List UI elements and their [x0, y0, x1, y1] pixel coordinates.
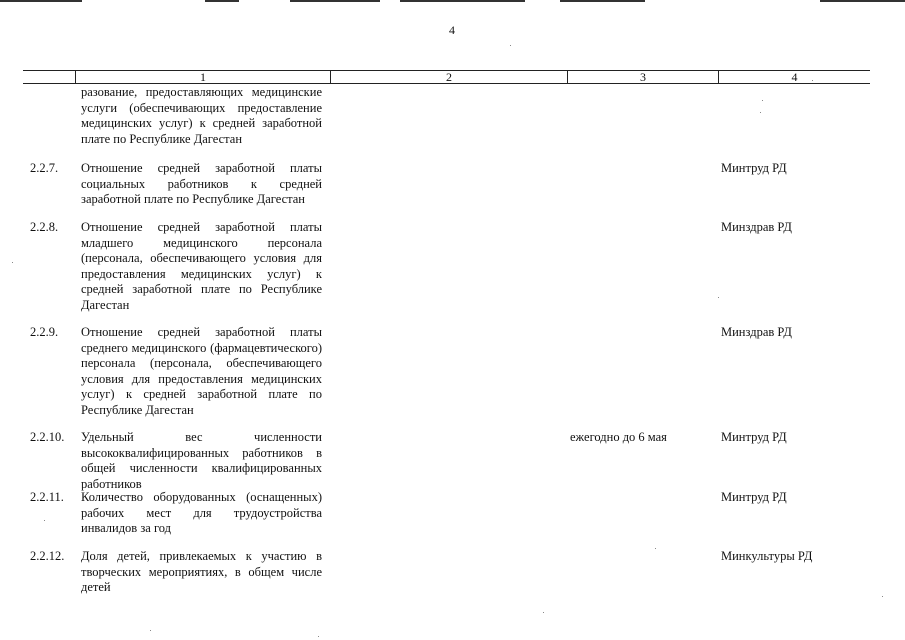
scan-speck — [510, 45, 511, 46]
scan-speck — [762, 100, 763, 101]
row-number: 2.2.8. — [30, 220, 59, 234]
scan-speck — [812, 80, 813, 81]
scan-edge-line — [290, 0, 380, 2]
row-responsible: Минздрав РД — [721, 220, 792, 234]
row-text: Отношение средней заработной платы среднего медицинского (фармацевтического) персонала (персонала, обеспечивающего условия для предоставления медицинских услуг) к средней заработной плате по Республике Дагестан — [81, 325, 322, 417]
row-text: Доля детей, привлекаемых к участию в творческих мероприятиях, в общем числе детей — [81, 549, 322, 594]
row-number: 2.2.7. — [30, 161, 59, 175]
row-number: 2.2.12. — [30, 549, 65, 563]
scan-edge-line — [205, 0, 239, 2]
scan-speck — [882, 596, 883, 597]
scan-edge-line — [400, 0, 525, 2]
scan-edge-line — [820, 0, 905, 2]
scan-edge-line — [560, 0, 645, 2]
header-cell-3: 3 — [568, 71, 719, 84]
page-number: 4 — [449, 23, 455, 37]
row-responsible: Минтруд РД — [721, 490, 787, 504]
row-responsible: Минтруд РД — [721, 430, 787, 444]
row-text: Количество оборудованных (оснащенных) рабочих мест для трудоустройства инвалидов за год — [81, 490, 322, 535]
header-cell-empty — [23, 71, 76, 84]
row-number: 2.2.9. — [30, 325, 59, 339]
row-text: Удельный вес численности высококвалифицированных работников в общей численности квалифицированных работников — [81, 430, 322, 491]
scan-speck — [655, 548, 656, 549]
header-cell-2: 2 — [331, 71, 568, 84]
row-responsible: Минкультуры РД — [721, 549, 813, 563]
scan-speck — [718, 297, 719, 298]
row-number: 2.2.10. — [30, 430, 65, 444]
row-responsible: Минздрав РД — [721, 325, 792, 339]
header-cell-4: 4 — [719, 71, 871, 84]
row-text: Отношение средней заработной платы социальных работников к средней заработной плате по Республике Дагестан — [81, 161, 322, 206]
row-responsible: Минтруд РД — [721, 161, 787, 175]
scan-edge-line — [0, 0, 82, 2]
column-header-table — [23, 70, 870, 84]
scan-speck — [150, 630, 151, 631]
scan-speck — [44, 520, 45, 521]
row-deadline: ежегодно до 6 мая — [570, 430, 667, 444]
header-cell-1: 1 — [76, 71, 331, 84]
scan-speck — [760, 112, 761, 113]
scan-speck — [318, 636, 319, 637]
scan-speck — [12, 262, 13, 263]
row-text: разование, предоставляющих медицинские услуги (обеспечивающих предоставление медицинских услуг) к средней заработной плате по Республике Дагестан — [81, 85, 322, 146]
row-text: Отношение средней заработной платы младшего медицинского персонала (персонала, обеспечивающего условия для предоставления медицинских услуг) к средней заработной плате по Республике Дагестан — [81, 220, 322, 312]
row-number: 2.2.11. — [30, 490, 64, 504]
scan-speck — [543, 612, 544, 613]
